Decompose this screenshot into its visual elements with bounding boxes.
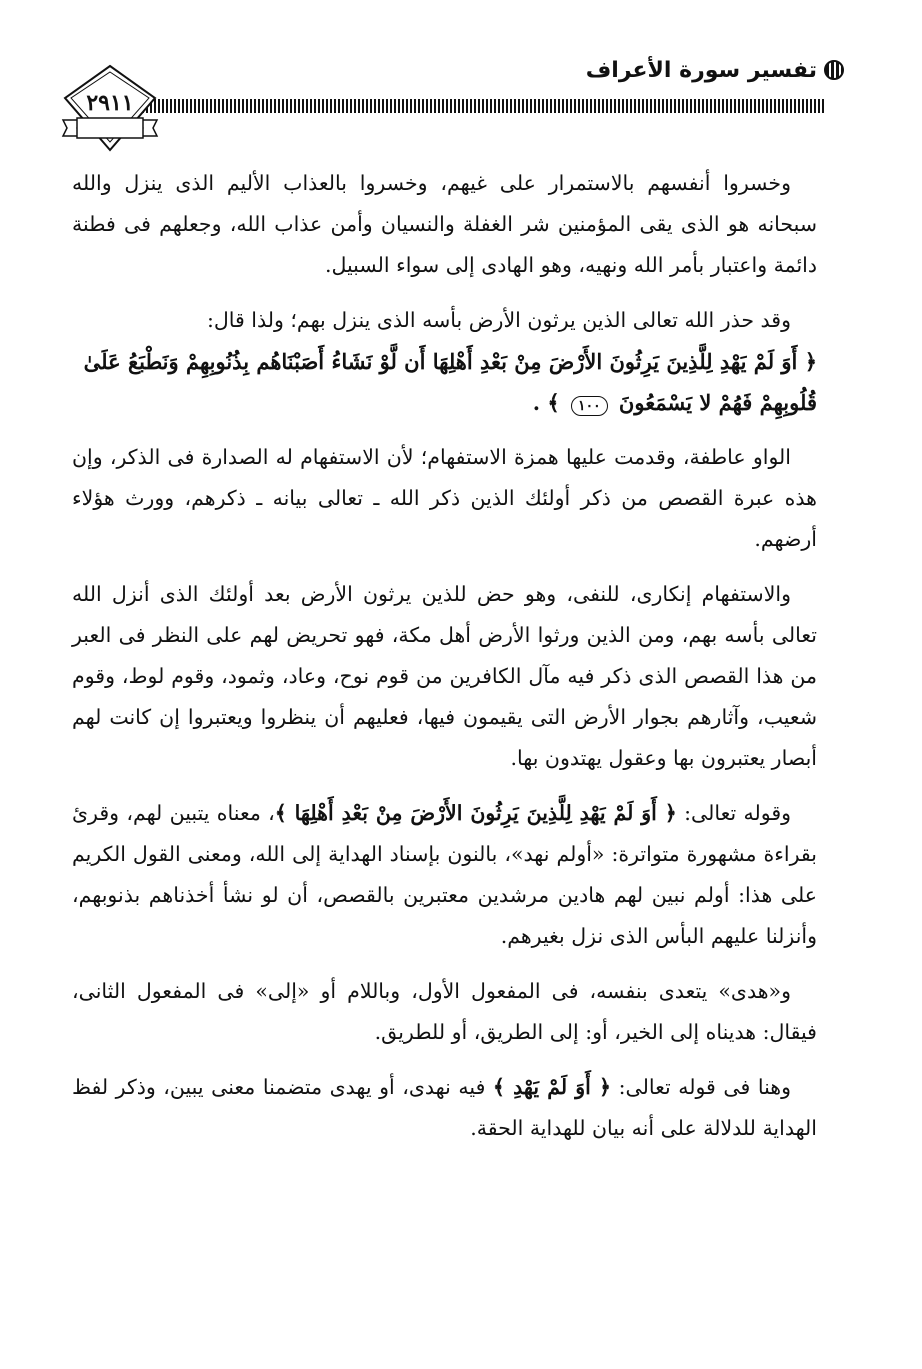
verse-text: قُلُوبِهِمْ فَهُمْ لا يَسْمَعُونَ <box>618 390 817 415</box>
paragraph-text: ، معناه يتبين لهم، وقرئ بقراءة مشهورة متواترة: «أولم نهد»، بالنون بإسناد الهداية إلى الله، ومعنى القول الكريم على هذا: أولم نبين لهم هادين مرشدين معتبرين بالقصص، أن لو نشأ أخذناهم بذنوبهم، وأنزلنا عليهم البأس الذى نزل بغيرهم. <box>72 801 817 948</box>
verse-close: ﴾ . <box>532 390 560 415</box>
verse-quote: ﴿ أَوَ لَمْ يَهْدِ ﴾ <box>492 1075 612 1099</box>
verse-quote: ﴿ أَوَ لَمْ يَهْدِ لِلَّذِينَ يَرِثُونَ الأَرْضَ مِنْ بَعْدِ أَهْلِهَا ﴾ <box>274 801 677 825</box>
page-body <box>72 163 817 1163</box>
verse-line: ﴿ أَوَ لَمْ يَهْدِ لِلَّذِينَ يَرِثُونَ الأَرْضَ مِنْ بَعْدِ أَهْلِهَا أَن لَّوْ نَشَاءُ أَصَبْنَاهُم بِذُنُوبِهِمْ وَنَطْبَعُ عَلَىٰ <box>83 349 817 374</box>
paragraph-text: وهنا فى قوله تعالى: <box>611 1075 791 1099</box>
header-rule <box>142 99 826 113</box>
paragraph-text: فيه نهدى، أو يهدى متضمنا معنى يبين، وذكر لفظ الهداية للدلالة على أنه بيان للهداية الحقة. <box>72 1075 817 1140</box>
paragraph: والاستفهام إنكارى، للنفى، وهو حض للذين يرثون الأرض بعد أولئك الذى أنزل الله تعالى بأسه بهم، ومن الذين ورثوا الأرض أهل مكة، فهو تحريض لهم على النظر فى العبر من هذا القصص الذى ذكر فيه مآل الكافرين من قوم نوح، وعاد، وثمود، وقوم لوط، وقوم شعيب، وآثارهم بجوار الأرض التى يقيمون فيها، فعليهم أن ينظروا ويعتبروا إن كانت لهم أبصار يعتبرون بها وعقول يهتدون بها. <box>72 582 817 770</box>
paragraph <box>72 1067 817 1149</box>
ayah-number: ١٠٠ <box>571 396 608 416</box>
paragraph <box>72 793 817 957</box>
paragraph-text: وقوله تعالى: <box>676 801 792 825</box>
page-number: ٢٩١١ <box>86 90 134 116</box>
quran-verse <box>72 341 817 423</box>
verse-line <box>72 382 817 423</box>
paragraph: الواو عاطفة، وقدمت عليها همزة الاستفهام؛ لأن الاستفهام له الصدارة فى الذكر، وإن هذه عبرة القصص من ذكر أولئك الذين ذكر الله ـ تعالى بيانه ـ ذكرهم، وورث هؤلاء أرضهم. <box>72 445 817 551</box>
paragraph: وقد حذر الله تعالى الذين يرثون الأرض بأسه الذى ينزل بهم؛ ولذا قال: <box>206 308 791 332</box>
paragraph: وخسروا أنفسهم بالاستمرار على غيهم، وخسروا بالعذاب الأليم الذى ينزل والله سبحانه هو الذى يقى المؤمنين شر الغفلة والنسيان وأمن عذاب الله، وجعلهم فى فطنة دائمة واعتبار بأمر الله ونهيه، وهو الهادى إلى سواء السبيل. <box>72 171 817 277</box>
running-title: تفسير سورة الأعراف <box>585 58 817 83</box>
page-header <box>0 0 922 160</box>
paragraph: و«هدى» يتعدى بنفسه، فى المفعول الأول، وباللام أو «إلى» فى المفعول الثانى، فيقال: هديناه إلى الخير، أو: إلى الطريق، أو للطريق. <box>72 979 817 1044</box>
ornament-bullet-icon <box>824 60 844 80</box>
